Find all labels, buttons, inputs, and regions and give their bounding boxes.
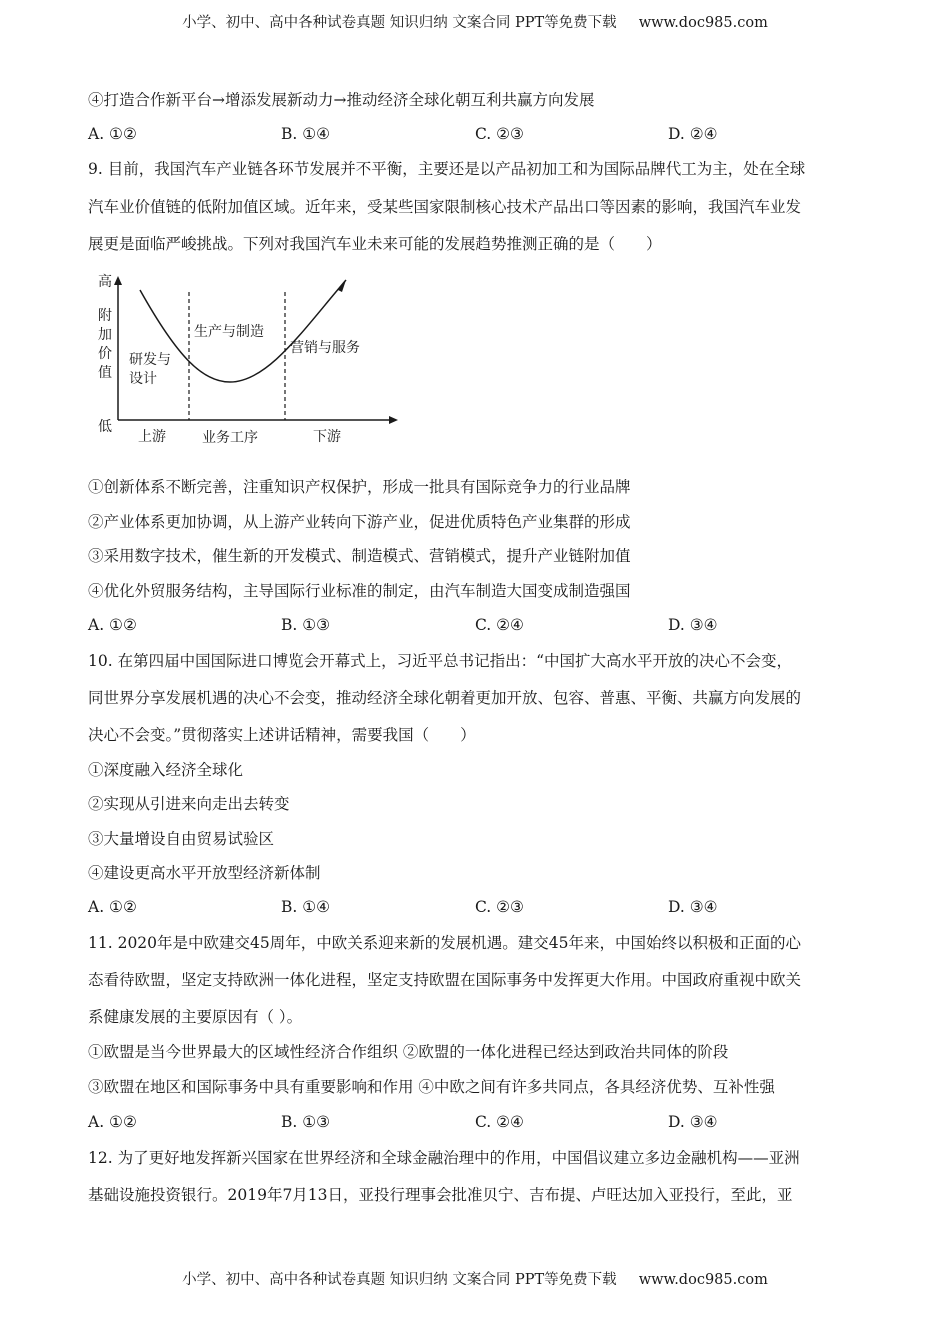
q11-items-line-2: ③欧盟在地区和国际事务中具有重要影响和作用 ④中欧之间有许多共同点，各具经济优势、互补性强 xyxy=(88,1078,775,1096)
q11-option-a: A. ①② xyxy=(88,1113,137,1131)
q11-option-b: B. ①③ xyxy=(281,1113,331,1131)
q9-item-2: ②产业体系更加协调，从上游产业转向下游产业，促进优质特色产业集群的形成 xyxy=(88,513,631,531)
q11-option-c: C. ②④ xyxy=(475,1113,524,1131)
footer-site: www.doc985.com xyxy=(638,1272,768,1288)
q9-stem-line-2: 汽车业价值链的低附加值区域。近年来，受某些国家限制核心技术产品出口等因素的影响，我国汽车业发 xyxy=(88,198,802,216)
q9-item-1: ①创新体系不断完善，注重知识产权保护，形成一批具有国际竞争力的行业品牌 xyxy=(88,478,631,496)
q9-option-d: D. ③④ xyxy=(668,616,718,634)
zone-marketing: 营销与服务 xyxy=(290,340,360,356)
q9-item-4: ④优化外贸服务结构，主导国际行业标准的制定，由汽车制造大国变成制造强国 xyxy=(88,582,631,600)
curve-tip xyxy=(338,280,346,292)
q11-stem-line-1: 11. 2020年是中欧建交45周年，中欧关系迎来新的发展机遇。建交45年来，中国始终以积极和正面的心 xyxy=(88,934,801,952)
q9-option-a: A. ①② xyxy=(88,616,137,634)
q8-option-a: A. ①② xyxy=(88,125,137,143)
q10-item-3: ③大量增设自由贸易试验区 xyxy=(88,830,275,848)
q8-option-c: C. ②③ xyxy=(475,125,524,143)
q11-option-d: D. ③④ xyxy=(668,1113,718,1131)
q10-option-c: C. ②③ xyxy=(475,898,524,916)
q10-item-4: ④建设更高水平开放型经济新体制 xyxy=(88,864,321,882)
q8-option-d: D. ②④ xyxy=(668,125,718,143)
zone-rnd-line-1: 研发与 xyxy=(129,352,171,368)
zone-production: 生产与制造 xyxy=(194,324,264,340)
page-header xyxy=(0,13,950,33)
q10-item-1: ①深度融入经济全球化 xyxy=(88,761,244,779)
x-axis-arrow xyxy=(389,416,398,424)
q9-item-3: ③采用数字技术，催生新的开发模式、制造模式、营销模式，提升产业链附加值 xyxy=(88,547,631,565)
y-axis-arrow xyxy=(114,276,122,285)
q9-stem-line-1: 9. 目前，我国汽车产业链各环节发展并不平衡，主要还是以产品初加工和为国际品牌代工为主，处在全球 xyxy=(88,160,806,178)
q12-stem-line-2: 基础设施投资银行。2019年7月13日，亚投行理事会批准贝宁、吉布提、卢旺达加入亚投行，至此，亚 xyxy=(88,1186,793,1204)
q11-stem-line-3: 系健康发展的主要原因有（ ）。 xyxy=(88,1008,303,1026)
y-low-label: 低 xyxy=(98,419,112,435)
x-axis-title: 业务工序 xyxy=(202,430,258,446)
y-label-char-1: 附 xyxy=(98,308,112,324)
q10-stem-line-2: 同世界分享发展机遇的决心不会变，推动经济全球化朝着更加开放、包容、普惠、平衡、共赢方向发展的 xyxy=(88,689,802,707)
q10-option-a: A. ①② xyxy=(88,898,137,916)
q9-option-b: B. ①③ xyxy=(281,616,331,634)
zone-rnd-line-2: 设计 xyxy=(129,371,157,387)
y-label-char-4: 值 xyxy=(98,365,112,381)
footer-text: 小学、初中、高中各种试卷真题 知识归纳 文案合同 PPT等免费下载 xyxy=(182,1272,617,1288)
y-label-char-2: 加 xyxy=(98,327,112,343)
page-footer xyxy=(0,1270,950,1290)
q10-stem-line-3: 决心不会变。”贯彻落实上述讲话精神，需要我国（ ） xyxy=(88,726,476,744)
q10-stem-line-1: 10. 在第四届中国国际进口博览会开幕式上，习近平总书记指出：“中国扩大高水平开放的决心不会变， xyxy=(88,652,793,670)
q8-item-4: ④打造合作新平台→增添发展新动力→推动经济全球化朝互利共赢方向发展 xyxy=(88,91,595,109)
q8-option-b: B. ①④ xyxy=(281,125,331,143)
q12-stem-line-1: 12. 为了更好地发挥新兴国家在世界经济和全球金融治理中的作用，中国倡议建立多边金融机构——亚洲 xyxy=(88,1149,800,1167)
q11-stem-line-2: 态看待欧盟，坚定支持欧洲一体化进程，坚定支持欧盟在国际事务中发挥更大作用。中国政府重视中欧关 xyxy=(88,971,802,989)
header-site: www.doc985.com xyxy=(638,15,768,31)
q10-item-2: ②实现从引进来向走出去转变 xyxy=(88,795,290,813)
x-downstream-label: 下游 xyxy=(313,429,341,445)
q10-option-b: B. ①④ xyxy=(281,898,331,916)
header-text: 小学、初中、高中各种试卷真题 知识归纳 文案合同 PPT等免费下载 xyxy=(182,15,617,31)
y-high-label: 高 xyxy=(98,274,112,290)
x-upstream-label: 上游 xyxy=(138,429,166,445)
q9-stem-line-3: 展更是面临严峻挑战。下列对我国汽车业未来可能的发展趋势推测正确的是（ ） xyxy=(88,235,662,253)
q10-option-d: D. ③④ xyxy=(668,898,718,916)
y-label-char-3: 价 xyxy=(98,346,112,362)
q9-option-c: C. ②④ xyxy=(475,616,524,634)
q11-items-line-1: ①欧盟是当今世界最大的区域性经济合作组织 ②欧盟的一体化进程已经达到政治共同体的阶段 xyxy=(88,1043,729,1061)
value-chain-smile-curve-chart xyxy=(88,268,408,450)
